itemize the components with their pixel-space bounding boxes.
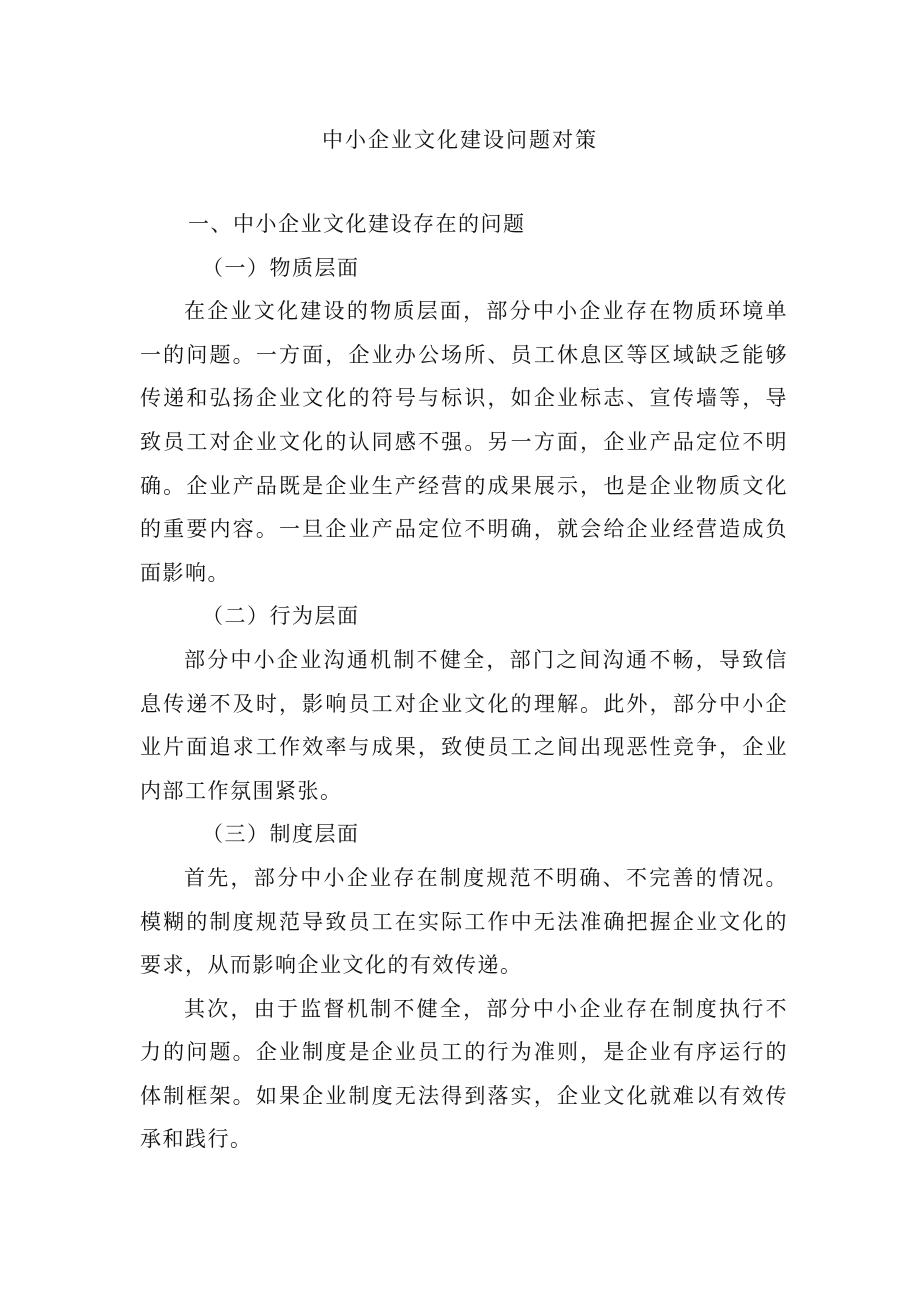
- subsection-heading-system: （三）制度层面: [202, 822, 360, 847]
- subsection-heading-material: （一）物质层面: [202, 255, 360, 280]
- paragraph-behavior: 部分中小企业沟通机制不健全，部门之间沟通不畅，导致信息传递不及时，影响员工对企业文化的理解。此外，部分中小企业片面追求工作效率与成果，致使员工之间出现恶性竞争，企业内部工作氛围紧张。: [140, 647, 788, 803]
- document-body: [140, 203, 788, 1162]
- section-heading-problems: 一、中小企业文化建设存在的问题: [188, 212, 526, 236]
- paragraph-system-second: 其次，由于监督机制不健全，部分中小企业存在制度执行不力的问题。企业制度是企业员工的行为准则，是企业有序运行的体制框架。如果企业制度无法得到落实，企业文化就难以有效传承和践行。: [140, 996, 788, 1152]
- subsection-heading-behavior: （二）行为层面: [202, 604, 360, 629]
- document-title: 中小企业文化建设问题对策: [322, 128, 598, 152]
- paragraph-material: 在企业文化建设的物质层面，部分中小企业存在物质环境单一的问题。一方面，企业办公场所、员工休息区等区域缺乏能够传递和弘扬企业文化的符号与标识，如企业标志、宣传墙等，导致员工对企业文化的认同感不强。另一方面，企业产品定位不明确。企业产品既是企业生产经营的成果展示，也是企业物质文化的重要内容。一旦企业产品定位不明确，就会给企业经营造成负面影响。: [140, 299, 788, 585]
- paragraph-system-first: 首先，部分中小企业存在制度规范不明确、不完善的情况。模糊的制度规范导致员工在实际工作中无法准确把握企业文化的要求，从而影响企业文化的有效传递。: [140, 865, 788, 978]
